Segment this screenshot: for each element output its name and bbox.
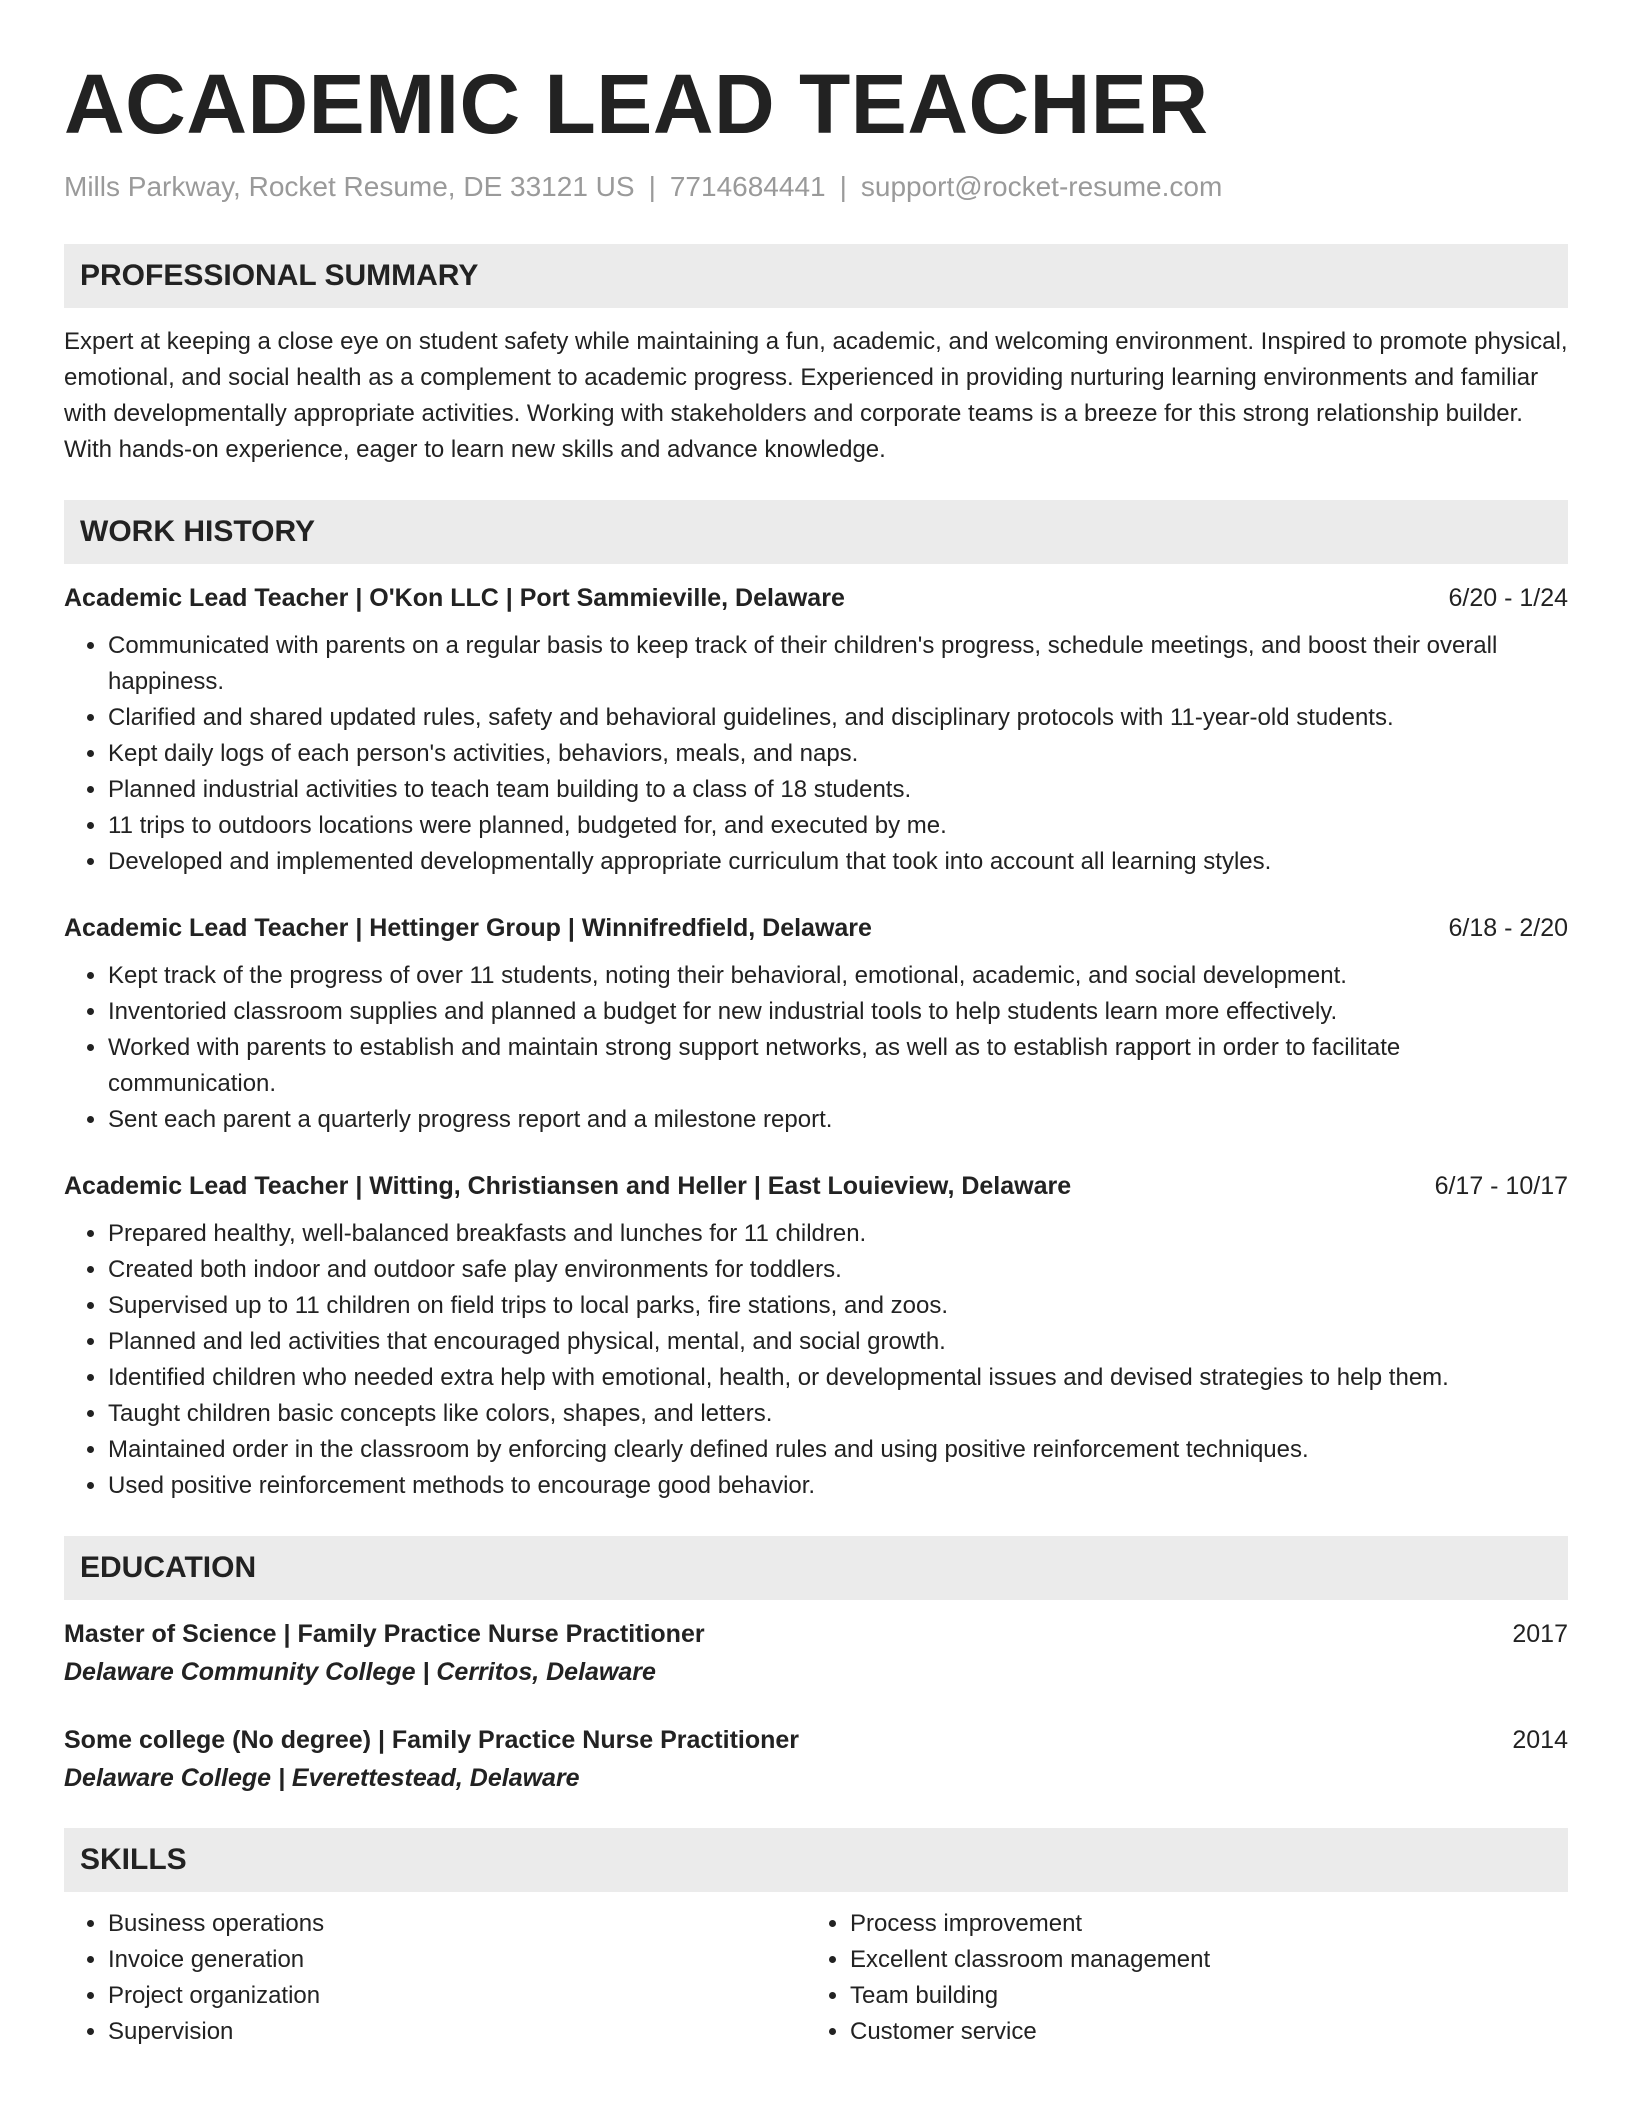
contact-line bbox=[64, 170, 1568, 204]
job-bullet: • 11 trips to outdoors locations were planned, budgeted for, and executed by me. bbox=[108, 808, 1568, 844]
section-header-work: WORK HISTORY bbox=[64, 500, 1568, 564]
job-bullet: • Prepared healthy, well-balanced breakfasts and lunches for 11 children. bbox=[108, 1216, 1568, 1252]
education-entry bbox=[64, 1616, 1568, 1692]
job-entry bbox=[64, 1168, 1568, 1504]
contact-separator: | bbox=[648, 171, 656, 202]
skill-item: • Team building bbox=[850, 1978, 1548, 2014]
skills-list-left bbox=[64, 1906, 806, 2050]
job-title: Academic Lead Teacher | Hettinger Group | Winnifredfield, Delaware bbox=[64, 914, 872, 942]
education-degree: Some college (No degree) | Family Practice Nurse Practitioner bbox=[64, 1726, 800, 1754]
skill-item: • Invoice generation bbox=[108, 1942, 806, 1978]
job-title: Academic Lead Teacher | O'Kon LLC | Port Sammieville, Delaware bbox=[64, 584, 845, 612]
skills-columns bbox=[64, 1906, 1568, 2050]
job-bullet: • Worked with parents to establish and maintain strong support networks, as well as to establish rapport in order to facilitate communication. bbox=[108, 1030, 1568, 1102]
resume-name: ACADEMIC LEAD TEACHER bbox=[64, 57, 1209, 151]
contact-email: support@rocket-resume.com bbox=[860, 171, 1223, 202]
job-bullet: • Communicated with parents on a regular basis to keep track of their children's progress, schedule meetings, and boost their overall happiness. bbox=[108, 628, 1568, 700]
job-entry bbox=[64, 910, 1568, 1138]
skill-item: • Customer service bbox=[850, 2014, 1548, 2050]
education-entry bbox=[64, 1722, 1568, 1798]
job-bullet: • Planned and led activities that encouraged physical, mental, and social growth. bbox=[108, 1324, 1568, 1360]
job-bullet: • Maintained order in the classroom by enforcing clearly defined rules and using positive reinforcement techniques. bbox=[108, 1432, 1568, 1468]
section-header-education: EDUCATION bbox=[64, 1536, 1568, 1600]
job-bullet: • Supervised up to 11 children on field trips to local parks, fire stations, and zoos. bbox=[108, 1288, 1568, 1324]
skill-item: • Business operations bbox=[108, 1906, 806, 1942]
education-header bbox=[64, 1616, 1568, 1652]
job-header bbox=[64, 580, 1568, 616]
contact-address: Mills Parkway, Rocket Resume, DE 33121 US bbox=[64, 171, 635, 202]
education-year: 2017 bbox=[1512, 1620, 1568, 1648]
job-bullet: • Used positive reinforcement methods to encourage good behavior. bbox=[108, 1468, 1568, 1504]
job-bullet: • Clarified and shared updated rules, safety and behavioral guidelines, and disciplinary protocols with 11-year-old students. bbox=[108, 700, 1568, 736]
job-header bbox=[64, 1168, 1568, 1204]
job-bullet: • Created both indoor and outdoor safe play environments for toddlers. bbox=[108, 1252, 1568, 1288]
job-bullet: • Inventoried classroom supplies and planned a budget for new industrial tools to help students learn more effectively. bbox=[108, 994, 1568, 1030]
summary-text: Expert at keeping a close eye on student safety while maintaining a fun, academic, and welcoming environment. Inspired to promote physical, emotional, and social health as a complement to academic progress. Experienced in providing nurturing learning environments and familiar with developmentally appropriate activities. Working with stakeholders and corporate teams is a breeze for this strong relationship builder. With hands-on experience, eager to learn new skills and advance knowledge. bbox=[64, 328, 1568, 463]
job-bullets bbox=[64, 1216, 1568, 1504]
section-header-skills: SKILLS bbox=[64, 1828, 1568, 1892]
skill-item: • Process improvement bbox=[850, 1906, 1548, 1942]
job-dates: 6/20 - 1/24 bbox=[1448, 584, 1568, 612]
job-bullet: • Developed and implemented developmentally appropriate curriculum that took into account all learning styles. bbox=[108, 844, 1568, 880]
job-bullet: • Identified children who needed extra help with emotional, health, or developmental issues and devised strategies to help them. bbox=[108, 1360, 1568, 1396]
skill-item: • Excellent classroom management bbox=[850, 1942, 1548, 1978]
contact-separator: | bbox=[839, 171, 847, 202]
job-bullet: • Sent each parent a quarterly progress report and a milestone report. bbox=[108, 1102, 1568, 1138]
education-school: Delaware College | Everettestead, Delaware bbox=[64, 1764, 580, 1792]
skill-item: • Project organization bbox=[108, 1978, 806, 2014]
job-header bbox=[64, 910, 1568, 946]
job-bullet: • Kept track of the progress of over 11 students, noting their behavioral, emotional, academic, and social development. bbox=[108, 958, 1568, 994]
job-entry bbox=[64, 580, 1568, 880]
job-dates: 6/17 - 10/17 bbox=[1434, 1172, 1568, 1200]
contact-phone: 7714684441 bbox=[669, 171, 826, 202]
job-title: Academic Lead Teacher | Witting, Christiansen and Heller | East Louieview, Delaware bbox=[64, 1172, 1072, 1200]
job-bullet: • Taught children basic concepts like colors, shapes, and letters. bbox=[108, 1396, 1568, 1432]
job-bullet: • Planned industrial activities to teach team building to a class of 18 students. bbox=[108, 772, 1568, 808]
job-bullets bbox=[64, 628, 1568, 880]
education-degree: Master of Science | Family Practice Nurse Practitioner bbox=[64, 1620, 705, 1648]
education-year: 2014 bbox=[1512, 1726, 1568, 1754]
skill-item: • Supervision bbox=[108, 2014, 806, 2050]
job-bullets bbox=[64, 958, 1568, 1138]
education-header bbox=[64, 1722, 1568, 1758]
education-school: Delaware Community College | Cerritos, Delaware bbox=[64, 1658, 656, 1686]
section-header-summary: PROFESSIONAL SUMMARY bbox=[64, 244, 1568, 308]
skills-list-right bbox=[806, 1906, 1548, 2050]
resume-page bbox=[64, 0, 1568, 2050]
job-dates: 6/18 - 2/20 bbox=[1448, 914, 1568, 942]
job-bullet: • Kept daily logs of each person's activities, behaviors, meals, and naps. bbox=[108, 736, 1568, 772]
